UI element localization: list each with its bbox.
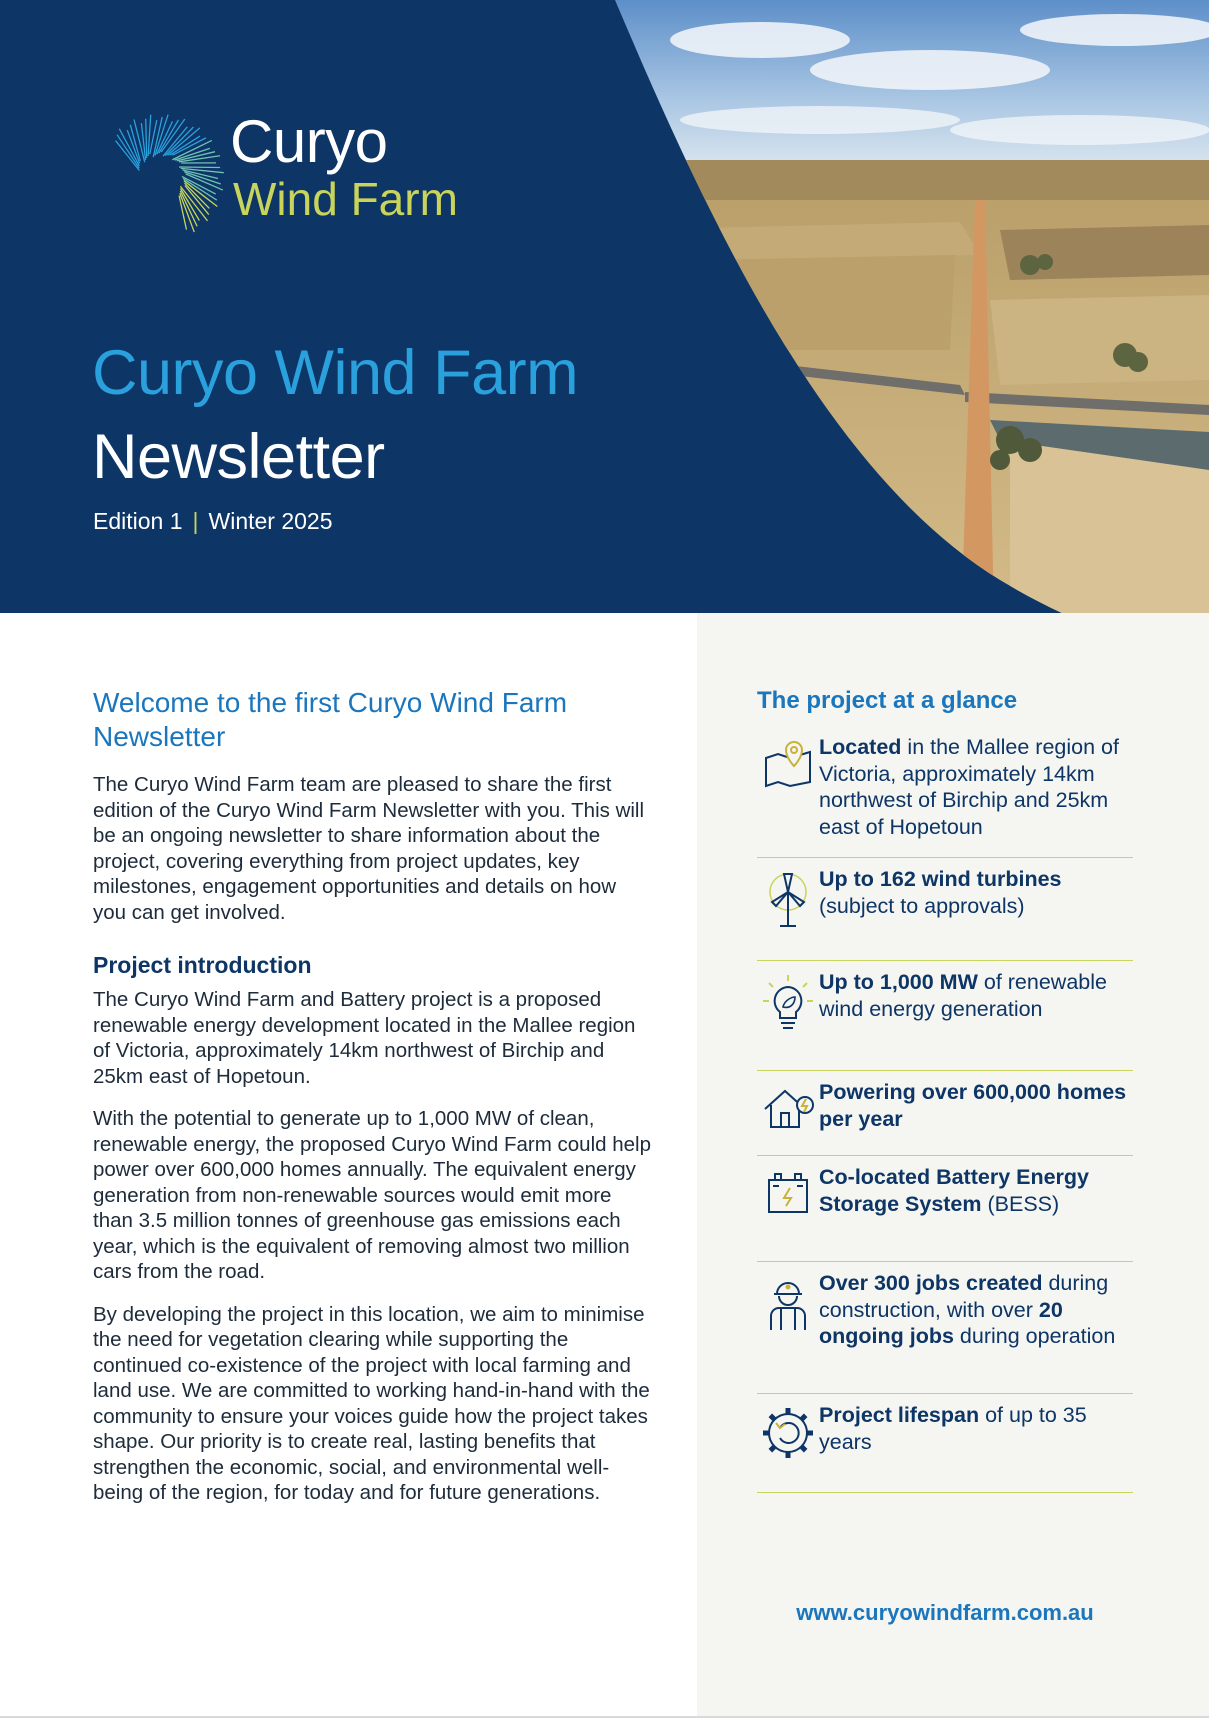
logo-arc-stroke (146, 119, 147, 158)
glance-item-homes (757, 1079, 1133, 1156)
glance-title: The project at a glance (757, 687, 1018, 714)
glance-item-battery (757, 1164, 1133, 1262)
logo-wordmark-curyo: Curyo (230, 108, 388, 175)
glance-item-lifespan (757, 1402, 1133, 1493)
intro-paragraph: The Curyo Wind Farm team are pleased to share the first edition of the Curyo Wind Farm Newsletter with you. This will be an ongoing newsletter to share information about the project, covering everything from project updates, key milestones, engagement opportunities and details on how you can get involved. (93, 773, 645, 924)
main-column (93, 686, 653, 1523)
glance-item-text: Up to 162 wind turbines (subject to approvals) (819, 867, 1062, 918)
glance-item-location (757, 734, 1133, 858)
newsletter-title-line2: Newsletter (92, 422, 385, 492)
welcome-heading: Welcome to the first Curyo Wind Farm Newsletter (93, 687, 568, 752)
header-banner (0, 0, 1209, 613)
battery-icon (763, 1168, 813, 1218)
section-heading-project-introduction: Project introduction (93, 952, 312, 978)
light-bulb-icon (761, 973, 815, 1035)
project-intro-paragraph-1: The Curyo Wind Farm and Battery project is a proposed renewable energy development located in the Mallee region of Victoria, approximately 14km northwest of Birchip and 25km east of Hopetoun. (93, 988, 636, 1088)
house-power-icon (759, 1083, 817, 1133)
glance-item-jobs (757, 1270, 1133, 1394)
logo-arc-stroke (150, 120, 157, 154)
curyo-logo-icon (88, 96, 228, 246)
map-pin-icon (760, 738, 816, 790)
edition-season: Winter 2025 (208, 508, 333, 534)
glance-item-turbines (757, 866, 1133, 961)
edition-number: Edition 1 (93, 508, 183, 534)
logo-arc-stroke (185, 186, 209, 215)
glance-item-text: Co-located Battery Energy Storage System (BESS) (819, 1165, 1090, 1216)
gear-cycle-icon (761, 1406, 815, 1460)
glance-item-text: Located in the Mallee region of Victoria, approximately 14km northwest of Birchip and 25km east of Hopetoun (819, 735, 1119, 839)
newsletter-title-line1: Curyo Wind Farm (92, 338, 579, 408)
glance-item-text: Project lifespan of up to 35 years (819, 1403, 1087, 1454)
logo-arc-stroke (141, 123, 145, 160)
glance-item-capacity (757, 969, 1133, 1071)
wind-turbine-icon (762, 870, 814, 928)
glance-item-text: Up to 1,000 MW of renewable wind energy generation (819, 970, 1107, 1021)
glance-item-text: Over 300 jobs created during construction, with over 20 ongoing jobs during operation (819, 1271, 1116, 1348)
edition-line (93, 510, 333, 533)
logo-wordmark-wind-farm: Wind Farm (233, 173, 458, 225)
project-intro-paragraph-2: With the potential to generate up to 1,000 MW of clean, renewable energy, the proposed Curyo Wind Farm could help power over 600,000 homes annually. The equivalent energy generation from non-renewable sources would emit more than 3.5 million tonnes of greenhouse gas emissions each year, which is the equivalent of removing almost two million cars from the road. (93, 1107, 651, 1283)
project-at-a-glance (757, 686, 1133, 1493)
website-link[interactable]: www.curyowindfarm.com.au (796, 1600, 1094, 1625)
project-intro-paragraph-3: By developing the project in this location, we aim to minimise the need for vegetation clearing while supporting the continued co-existence of the project with local farming and land use. We are committed to working hand-in-hand with the community to ensure your voices guide how the project takes shape. Our priority is to create real, lasting benefits that strengthen the economic, social, and environmental well-being of the region, for today and for future generations. (93, 1302, 650, 1504)
glance-item-text: Powering over 600,000 homes per year (819, 1080, 1127, 1131)
edition-separator: | (192, 508, 199, 534)
worker-icon (763, 1274, 813, 1332)
